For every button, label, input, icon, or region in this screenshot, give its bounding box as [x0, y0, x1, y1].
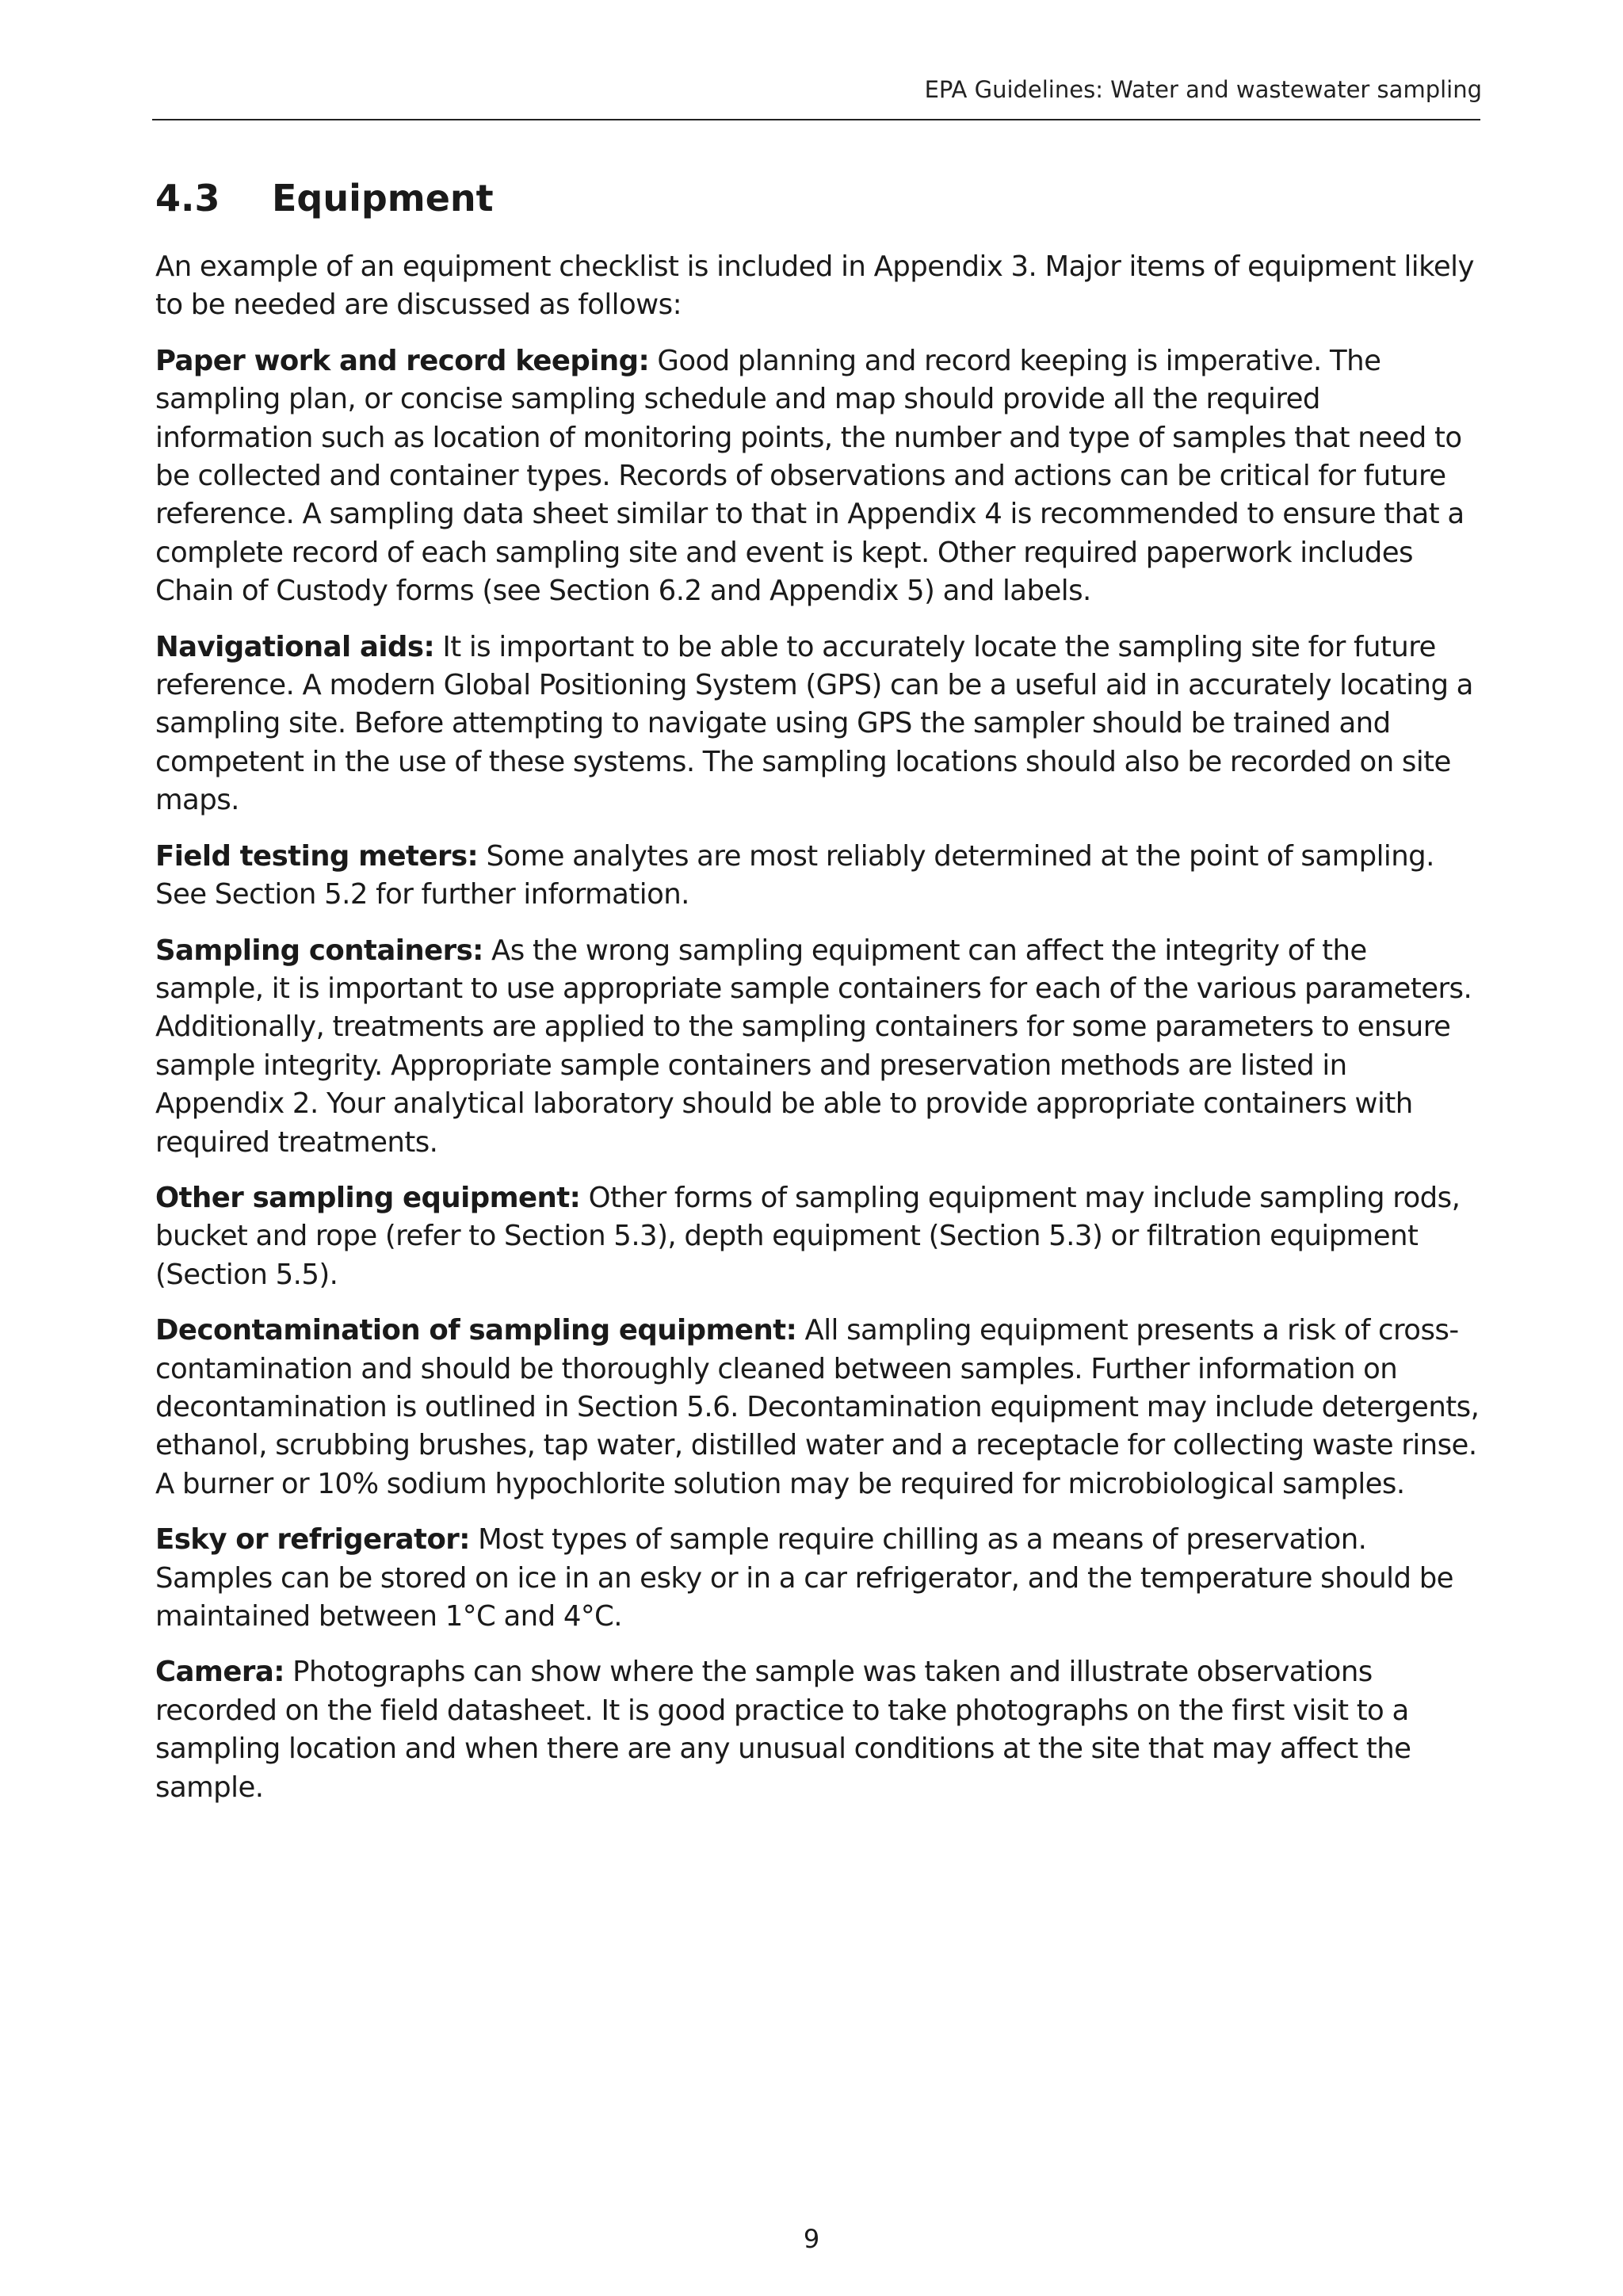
header-rule — [152, 119, 1480, 120]
item-lead: Sampling containers: — [155, 934, 483, 967]
item-esky-refrigerator — [155, 1521, 1480, 1636]
item-lead: Decontamination of sampling equipment: — [155, 1314, 797, 1347]
item-field-testing-meters — [155, 838, 1480, 915]
item-navigational-aids — [155, 628, 1480, 820]
item-lead: Camera: — [155, 1656, 285, 1689]
item-decontamination — [155, 1312, 1480, 1503]
section-heading — [155, 170, 1480, 226]
item-text: Most types of sample require chilling as a means of preservation. Samples can be stored on ice in an esky or in a car refrigerator, and the temperature should be maintained between 1°C and 4°C. — [155, 1523, 1453, 1633]
item-lead: Other sampling equipment: — [155, 1181, 581, 1214]
item-text: Photographs can show where the sample was taken and illustrate observations recorded on the field datasheet. It is good practice to take photographs on the first visit to a sampling location and when there are any unusual conditions at the site that may affect the sample. — [155, 1656, 1411, 1804]
page-content — [155, 170, 1480, 1824]
section-number: 4.3 — [155, 177, 220, 220]
item-lead: Field testing meters: — [155, 839, 479, 873]
item-text: It is important to be able to accurately locate the sampling site for future reference. A modern Global Positioning System (GPS) can be a useful aid in accurately locating a sampling site. Before attempting to navigate using GPS the sampler should be trained and competent in the use of these systems. The sampling locations should also be recorded on site maps. — [155, 630, 1473, 817]
item-text: As the wrong sampling equipment can affect the integrity of the sample, it is important to use appropriate sample containers for each of the various parameters. Additionally, treatments are applied to the sampling containers for some parameters to ensure sample integrity. Appropriate sample containers and preservation methods are listed in Appendix 2. Your analytical laboratory should be able to provide appropriate containers with required treatments. — [155, 934, 1472, 1159]
item-paper-work — [155, 342, 1480, 611]
item-sampling-containers — [155, 932, 1480, 1162]
item-text: Good planning and record keeping is imperative. The sampling plan, or concise sampling schedule and map should provide all the required information such as location of monitoring points, the number and type of samples that need to be collected and container types. Records of observations and actions can be critical for future reference. A sampling data sheet similar to that in Appendix 4 is recommended to ensure that a complete record of each sampling site and event is kept. Other required paperwork includes Chain of Custody forms (see Section 6.2 and Appendix 5) and labels. — [155, 344, 1465, 608]
item-text: Other forms of sampling equipment may include sampling rods, bucket and rope (refer to Section 5.3), depth equipment (Section 5.3) or filtration equipment (Section 5.5). — [155, 1181, 1461, 1291]
item-text: Some analytes are most reliably determined at the point of sampling. See Section 5.2 for further information. — [155, 839, 1434, 911]
item-lead: Esky or refrigerator: — [155, 1523, 470, 1557]
item-other-sampling-equipment — [155, 1179, 1480, 1294]
item-lead: Paper work and record keeping: — [155, 344, 650, 377]
item-lead: Navigational aids: — [155, 630, 435, 663]
page-number: 9 — [803, 2224, 820, 2254]
item-text: All sampling equipment presents a risk of cross-contamination and should be thoroughly cleaned between samples. Further information on decontamination is outlined in Section 5.6. Decontamination equipment may include detergents, ethanol, scrubbing brushes, tap water, distilled water and a receptacle for collecting waste rinse. A burner or 10% sodium hypochlorite solution may be required for microbiological samples. — [155, 1314, 1480, 1500]
running-header: EPA Guidelines: Water and wastewater sampling — [924, 76, 1482, 103]
intro-paragraph: An example of an equipment checklist is included in Appendix 3. Major items of equipment likely to be needed are discussed as follows: — [155, 250, 1474, 322]
section-title: Equipment — [272, 177, 494, 220]
item-camera — [155, 1653, 1480, 1807]
